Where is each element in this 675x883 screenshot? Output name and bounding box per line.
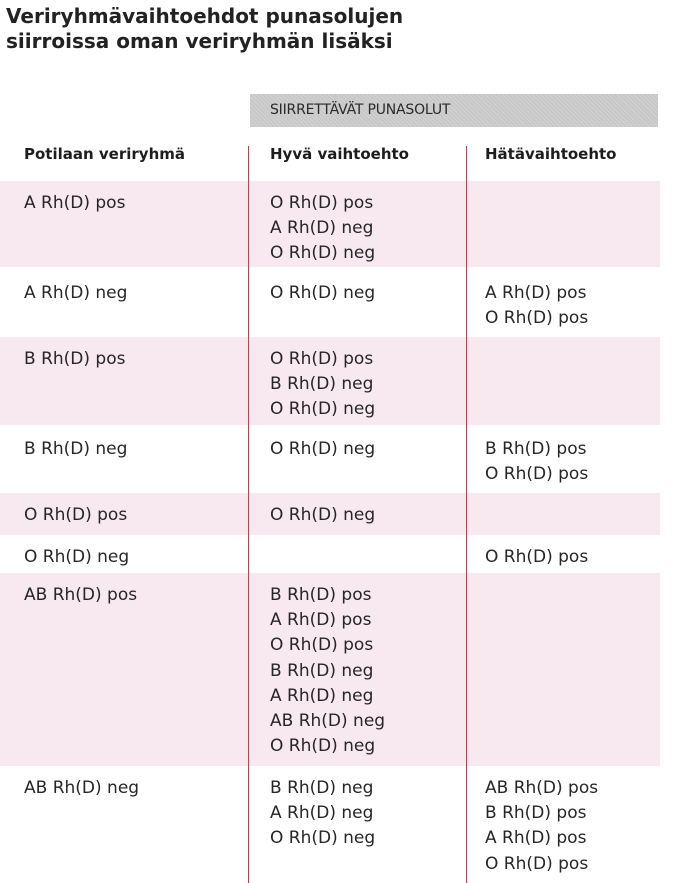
good-option-list bbox=[270, 281, 375, 306]
good-option-item: O Rh(D) neg bbox=[270, 828, 376, 849]
column-header-good-option: Hyvä vaihtoehto bbox=[270, 145, 409, 163]
column-header-patient: Potilaan veriryhmä bbox=[24, 145, 185, 163]
good-option-item: O Rh(D) pos bbox=[270, 193, 374, 213]
good-option-list bbox=[270, 583, 385, 759]
good-option-item: B Rh(D) neg bbox=[270, 660, 374, 681]
good-option-list bbox=[270, 437, 375, 462]
patient-blood-group-label: O Rh(D) neg bbox=[24, 547, 130, 567]
patient-blood-group bbox=[24, 191, 125, 216]
good-option-item: B Rh(D) neg bbox=[270, 374, 374, 395]
emergency-option-item: AB Rh(D) pos bbox=[485, 778, 599, 798]
good-option-item: A Rh(D) pos bbox=[270, 610, 372, 631]
emergency-option-list bbox=[485, 437, 588, 487]
table-row bbox=[0, 493, 660, 535]
patient-blood-group-label: B Rh(D) neg bbox=[24, 439, 128, 459]
patient-blood-group-label: A Rh(D) neg bbox=[24, 283, 128, 303]
patient-blood-group bbox=[24, 347, 125, 372]
patient-blood-group-label: AB Rh(D) neg bbox=[24, 778, 140, 798]
transfused-red-cells-band: SIIRRETTÄVÄT PUNASOLUT bbox=[250, 94, 658, 127]
emergency-option-item: A Rh(D) pos bbox=[485, 283, 587, 303]
emergency-option-list bbox=[485, 776, 598, 877]
column-header-emergency-option: Hätävaihtoehto bbox=[485, 145, 617, 163]
table-row bbox=[0, 337, 660, 425]
good-option-item: AB Rh(D) neg bbox=[270, 711, 386, 732]
good-option-item: A Rh(D) neg bbox=[270, 218, 374, 239]
patient-blood-group bbox=[24, 545, 129, 570]
good-option-list bbox=[270, 347, 375, 423]
emergency-option-item: B Rh(D) pos bbox=[485, 439, 587, 459]
patient-blood-group bbox=[24, 437, 127, 462]
emergency-option-list bbox=[485, 281, 588, 331]
patient-blood-group bbox=[24, 776, 139, 801]
emergency-option-item: B Rh(D) pos bbox=[485, 803, 587, 824]
good-option-item: O Rh(D) neg bbox=[270, 283, 376, 303]
emergency-option-item: O Rh(D) pos bbox=[485, 853, 589, 874]
good-option-item: A Rh(D) neg bbox=[270, 685, 374, 706]
good-option-list bbox=[270, 503, 375, 528]
emergency-option-list bbox=[485, 545, 588, 570]
table-row bbox=[0, 271, 660, 337]
good-option-list bbox=[270, 776, 375, 852]
good-option-item: O Rh(D) neg bbox=[270, 736, 376, 757]
table-row bbox=[0, 427, 660, 493]
patient-blood-group-label: O Rh(D) pos bbox=[24, 505, 128, 525]
emergency-option-item: O Rh(D) pos bbox=[485, 547, 589, 567]
title-line-1: Veriryhmävaihtoehdot punasolujen bbox=[6, 4, 404, 28]
patient-blood-group-label: B Rh(D) pos bbox=[24, 349, 126, 369]
good-option-item: A Rh(D) neg bbox=[270, 803, 374, 824]
emergency-option-item: O Rh(D) pos bbox=[485, 308, 589, 329]
emergency-option-item: A Rh(D) pos bbox=[485, 828, 587, 849]
table-row bbox=[0, 535, 660, 573]
table-row bbox=[0, 181, 660, 267]
good-option-item: O Rh(D) neg bbox=[270, 505, 376, 525]
patient-blood-group-label: A Rh(D) pos bbox=[24, 193, 126, 213]
title-line-2: siirroissa oman veriryhmän lisäksi bbox=[6, 29, 393, 53]
emergency-option-item: O Rh(D) pos bbox=[485, 464, 589, 485]
column-divider-1 bbox=[248, 146, 249, 883]
good-option-item: O Rh(D) neg bbox=[270, 439, 376, 459]
table-row bbox=[0, 766, 660, 883]
good-option-item: B Rh(D) neg bbox=[270, 778, 374, 798]
column-divider-2 bbox=[466, 146, 467, 883]
patient-blood-group bbox=[24, 583, 137, 608]
good-option-item: O Rh(D) pos bbox=[270, 349, 374, 369]
good-option-item: O Rh(D) neg bbox=[270, 243, 376, 264]
good-option-list bbox=[270, 191, 375, 267]
good-option-item: O Rh(D) neg bbox=[270, 399, 376, 420]
page-title bbox=[6, 4, 403, 54]
good-option-item: O Rh(D) pos bbox=[270, 635, 374, 656]
patient-blood-group-label: AB Rh(D) pos bbox=[24, 585, 138, 605]
patient-blood-group bbox=[24, 503, 127, 528]
table-row bbox=[0, 573, 660, 766]
patient-blood-group bbox=[24, 281, 127, 306]
good-option-item: B Rh(D) pos bbox=[270, 585, 372, 605]
